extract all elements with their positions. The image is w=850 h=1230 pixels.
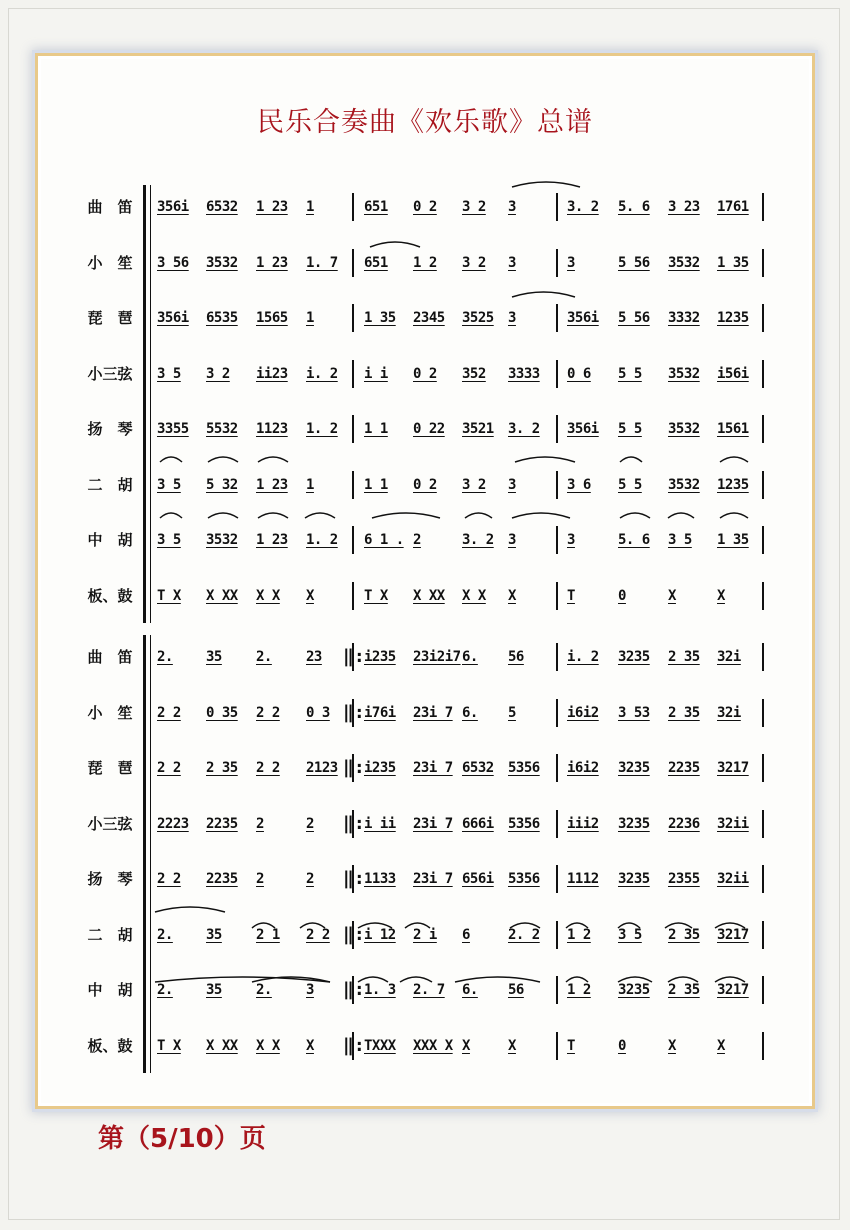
- note-group: 2 35: [668, 704, 700, 721]
- system-bracket: [143, 185, 151, 623]
- note-group: 1 2: [567, 982, 591, 998]
- note-group: 0 22: [413, 421, 445, 437]
- note-group: 2 1: [256, 926, 280, 943]
- bar-line: [556, 415, 558, 443]
- note-group: 1. 2: [306, 532, 338, 548]
- note-group: 0 3: [306, 704, 330, 721]
- bar-line: [556, 526, 558, 554]
- note-group: 3235: [618, 815, 650, 832]
- note-group: 2 35: [668, 649, 700, 665]
- note-group: 5356: [508, 871, 540, 887]
- note-group: 1. 2: [306, 421, 338, 437]
- note-group: 3 2: [462, 199, 486, 215]
- note-group: i. 2: [306, 365, 338, 382]
- note-group: 6532: [462, 760, 494, 776]
- note-group: X X: [462, 587, 486, 604]
- note-group: 3235: [618, 649, 650, 665]
- note-group: 5: [508, 704, 516, 721]
- note-group: 2.: [256, 649, 272, 665]
- note-group: 1 23: [256, 199, 288, 215]
- note-group: 2 35: [206, 760, 238, 776]
- bar-line: [556, 1032, 558, 1060]
- note-group: 5 32: [206, 476, 238, 493]
- note-group: X XX: [206, 1037, 238, 1054]
- repeat-sign: ‖:: [343, 646, 365, 667]
- note-group: 35: [206, 649, 222, 665]
- instrument-label: 曲 笛: [87, 198, 133, 216]
- page-number: 第（5/10）页: [98, 1124, 266, 1154]
- note-group: 6.: [462, 704, 478, 721]
- instrument-label: 中 胡: [87, 531, 133, 549]
- bar-line: [352, 249, 354, 277]
- note-group: 1. 7: [306, 254, 338, 271]
- note-group: 1235: [717, 476, 749, 493]
- repeat-sign: ‖:: [343, 701, 365, 723]
- note-group: 651: [364, 254, 388, 271]
- note-group: 656i: [462, 871, 494, 887]
- note-group: 2 35: [668, 926, 700, 943]
- instrument-label: 板、鼓: [87, 1036, 133, 1055]
- bar-line: [762, 471, 764, 499]
- instrument-label: 琵 琶: [87, 309, 133, 327]
- note-group: 651: [364, 199, 388, 215]
- instrument-label: 小 笙: [87, 253, 133, 272]
- system-bracket: [143, 635, 151, 1073]
- note-group: 2 2: [256, 704, 280, 721]
- note-group: 2123: [306, 760, 338, 776]
- note-group: 3: [508, 476, 516, 493]
- note-group: 3532: [668, 254, 700, 271]
- note-group: 23i 7: [413, 871, 453, 887]
- note-group: 2. 7: [413, 982, 445, 998]
- note-group: 32i: [717, 649, 741, 665]
- note-group: 352: [462, 365, 486, 382]
- note-group: 2: [413, 532, 421, 548]
- note-group: 2: [306, 871, 314, 887]
- note-group: 2: [256, 871, 264, 887]
- note-group: 1 1: [364, 476, 388, 493]
- note-group: 3532: [206, 532, 238, 548]
- note-group: i76i: [364, 704, 396, 721]
- note-group: X: [717, 1037, 725, 1054]
- note-group: 3 2: [462, 476, 486, 493]
- note-group: 1761: [717, 199, 749, 215]
- note-group: i6i2: [567, 704, 599, 721]
- note-group: 3 23: [668, 199, 700, 215]
- note-group: 3 5: [618, 926, 642, 943]
- note-group: 2 2: [157, 871, 181, 887]
- bar-line: [556, 249, 558, 277]
- note-group: i56i: [717, 365, 749, 382]
- bar-line: [352, 582, 354, 610]
- note-group: T: [567, 587, 575, 604]
- note-group: 2 2: [157, 704, 181, 721]
- note-group: 5 56: [618, 310, 650, 326]
- note-group: 666i: [462, 815, 494, 832]
- note-group: 3525: [462, 310, 494, 326]
- note-group: 5 56: [618, 254, 650, 271]
- note-group: 0: [618, 1037, 626, 1054]
- note-group: 1133: [364, 871, 396, 887]
- note-group: 3: [508, 199, 516, 215]
- note-group: X: [508, 587, 516, 604]
- note-group: 1 2: [567, 926, 591, 943]
- note-group: 23i 7: [413, 760, 453, 776]
- bar-line: [762, 360, 764, 388]
- note-group: 3. 2: [462, 532, 494, 548]
- note-group: 3 5: [668, 532, 692, 548]
- note-group: 3. 2: [508, 421, 540, 437]
- note-group: 6532: [206, 199, 238, 215]
- instrument-label: 琵 琶: [87, 759, 133, 777]
- note-group: 0 2: [413, 365, 437, 382]
- bar-line: [556, 471, 558, 499]
- repeat-sign: ‖:: [343, 923, 365, 945]
- note-group: 3 2: [206, 365, 230, 382]
- bar-line: [352, 526, 354, 554]
- note-group: 3333: [508, 365, 540, 382]
- note-group: TXXX: [364, 1037, 396, 1054]
- bar-line: [352, 193, 354, 221]
- note-group: 1 2: [413, 254, 437, 271]
- note-group: 1 1: [364, 421, 388, 437]
- note-group: 3217: [717, 926, 749, 943]
- note-group: 3: [508, 532, 516, 548]
- note-group: 2 i: [413, 926, 437, 943]
- note-group: X: [306, 1037, 314, 1054]
- note-group: 2. 2: [508, 926, 540, 943]
- bar-line: [352, 471, 354, 499]
- bar-line: [762, 865, 764, 893]
- note-group: 6: [462, 926, 470, 943]
- instrument-label: 曲 笛: [87, 648, 133, 666]
- note-group: 3: [508, 310, 516, 326]
- note-group: 1 23: [256, 254, 288, 271]
- bar-line: [762, 193, 764, 221]
- instrument-label: 小三弦: [87, 364, 133, 383]
- instrument-label: 二 胡: [87, 475, 133, 494]
- bar-line: [762, 582, 764, 610]
- note-group: 356i: [567, 421, 599, 437]
- note-group: 1235: [717, 310, 749, 326]
- note-group: iii2: [567, 815, 599, 832]
- note-group: 2235: [206, 871, 238, 887]
- bar-line: [556, 976, 558, 1004]
- note-group: 3235: [618, 871, 650, 887]
- note-group: 3532: [206, 254, 238, 271]
- note-group: 1112: [567, 871, 599, 887]
- instrument-label: 小 笙: [87, 703, 133, 722]
- repeat-sign: ‖:: [343, 979, 365, 1000]
- bar-line: [762, 1032, 764, 1060]
- note-group: 3235: [618, 760, 650, 776]
- bar-line: [352, 415, 354, 443]
- bar-line: [352, 304, 354, 332]
- bar-line: [762, 921, 764, 949]
- note-group: 0: [618, 587, 626, 604]
- note-group: 5 5: [618, 476, 642, 493]
- note-group: 2 2: [306, 926, 330, 943]
- note-group: 2.: [256, 982, 272, 998]
- repeat-sign: ‖:: [343, 812, 365, 834]
- note-group: XXX X: [413, 1037, 453, 1054]
- note-group: 2345: [413, 310, 445, 326]
- note-group: X: [508, 1037, 516, 1054]
- note-group: 6535: [206, 310, 238, 326]
- note-group: X: [668, 587, 676, 604]
- note-group: 3: [567, 532, 575, 548]
- note-group: 1 23: [256, 532, 288, 548]
- bar-line: [762, 249, 764, 277]
- bar-line: [762, 643, 764, 671]
- note-group: 2.: [157, 926, 173, 943]
- note-group: X XX: [206, 587, 238, 604]
- bar-line: [762, 976, 764, 1004]
- note-group: 2223: [157, 815, 189, 832]
- note-group: 5. 6: [618, 532, 650, 548]
- bar-line: [556, 582, 558, 610]
- note-group: 1 35: [717, 254, 749, 271]
- note-group: T X: [157, 587, 181, 604]
- note-group: X: [306, 587, 314, 604]
- note-group: X X: [256, 587, 280, 604]
- note-group: i i: [364, 365, 388, 382]
- note-group: X: [717, 587, 725, 604]
- note-group: 5532: [206, 421, 238, 437]
- note-group: 3521: [462, 421, 494, 437]
- bar-line: [556, 193, 558, 221]
- note-group: 3 56: [157, 254, 189, 271]
- note-group: 3532: [668, 365, 700, 382]
- note-group: i6i2: [567, 760, 599, 776]
- note-group: T: [567, 1037, 575, 1054]
- note-group: 2 2: [157, 760, 181, 776]
- note-group: X X: [256, 1037, 280, 1054]
- bar-line: [556, 304, 558, 332]
- note-group: 3217: [717, 982, 749, 998]
- note-group: 3355: [157, 421, 189, 437]
- note-group: T X: [157, 1037, 181, 1054]
- note-group: 23i 7: [413, 815, 453, 832]
- bar-line: [762, 304, 764, 332]
- score-title: 民乐合奏曲《欢乐歌》总谱: [257, 107, 593, 138]
- note-group: 2355: [668, 871, 700, 887]
- note-group: 1: [306, 199, 314, 215]
- note-group: X: [668, 1037, 676, 1054]
- note-group: 6 1 .: [364, 532, 404, 548]
- note-group: 0 35: [206, 704, 238, 721]
- note-group: i. 2: [567, 649, 599, 665]
- bar-line: [352, 360, 354, 388]
- note-group: 3 53: [618, 704, 650, 721]
- note-group: i 12: [364, 926, 396, 943]
- note-group: i235: [364, 649, 396, 665]
- note-group: 3: [508, 254, 516, 271]
- note-group: 1. 3: [364, 982, 396, 998]
- note-group: 1 35: [364, 310, 396, 326]
- repeat-sign: ‖:: [343, 757, 365, 778]
- note-group: 2.: [157, 982, 173, 998]
- note-group: 2235: [206, 815, 238, 832]
- note-group: 3 6: [567, 476, 591, 493]
- note-group: 3: [567, 254, 575, 271]
- note-group: 2236: [668, 815, 700, 832]
- note-group: 3217: [717, 760, 749, 776]
- note-group: 23i 7: [413, 704, 453, 721]
- bar-line: [762, 810, 764, 838]
- note-group: 3: [306, 982, 314, 998]
- repeat-sign: ‖:: [343, 1034, 365, 1056]
- note-group: 32ii: [717, 815, 749, 832]
- note-group: 32ii: [717, 871, 749, 887]
- note-group: 1123: [256, 421, 288, 437]
- bar-line: [556, 865, 558, 893]
- note-group: 3 5: [157, 476, 181, 493]
- note-group: 5 5: [618, 365, 642, 382]
- note-group: 2: [256, 815, 264, 832]
- note-group: 1565: [256, 310, 288, 326]
- note-group: 1: [306, 310, 314, 326]
- bar-line: [556, 921, 558, 949]
- note-group: 1 23: [256, 476, 288, 493]
- bar-line: [762, 754, 764, 782]
- bar-line: [762, 699, 764, 727]
- note-group: 23: [306, 649, 322, 665]
- instrument-label: 中 胡: [87, 981, 133, 999]
- note-group: 1: [306, 476, 314, 493]
- note-group: X XX: [413, 587, 445, 604]
- instrument-label: 二 胡: [87, 925, 133, 944]
- note-group: X: [462, 1037, 470, 1054]
- note-group: 3235: [618, 982, 650, 998]
- note-group: T X: [364, 587, 388, 604]
- note-group: 3332: [668, 310, 700, 326]
- bar-line: [556, 360, 558, 388]
- bar-line: [556, 754, 558, 782]
- note-group: 2 35: [668, 982, 700, 998]
- note-group: 3. 2: [567, 199, 599, 215]
- note-group: 0 6: [567, 365, 591, 382]
- note-group: 5. 6: [618, 199, 650, 215]
- note-group: 1 35: [717, 532, 749, 548]
- note-group: ii23: [256, 365, 288, 382]
- note-group: 56: [508, 649, 524, 665]
- bar-line: [762, 415, 764, 443]
- note-group: 3532: [668, 476, 700, 493]
- note-group: 23i2i7: [413, 649, 461, 665]
- note-group: 35: [206, 926, 222, 943]
- note-group: 3532: [668, 421, 700, 437]
- instrument-label: 扬 琴: [87, 420, 133, 438]
- note-group: 2235: [668, 760, 700, 776]
- note-group: i ii: [364, 815, 396, 832]
- instrument-label: 扬 琴: [87, 870, 133, 888]
- note-group: 5356: [508, 815, 540, 832]
- note-group: 356i: [567, 310, 599, 326]
- note-group: 35: [206, 982, 222, 998]
- note-group: 356i: [157, 310, 189, 326]
- note-group: 356i: [157, 199, 189, 215]
- note-group: 2 2: [256, 760, 280, 776]
- note-group: 32i: [717, 704, 741, 721]
- note-group: 6.: [462, 649, 478, 665]
- note-group: 2: [306, 815, 314, 832]
- note-group: i235: [364, 760, 396, 776]
- note-group: 3 5: [157, 532, 181, 548]
- instrument-label: 板、鼓: [87, 586, 133, 605]
- note-group: 2.: [157, 649, 173, 665]
- note-group: 5356: [508, 760, 540, 776]
- note-group: 3 2: [462, 254, 486, 271]
- note-group: 6.: [462, 982, 478, 998]
- note-group: 0 2: [413, 476, 437, 493]
- instrument-label: 小三弦: [87, 814, 133, 833]
- repeat-sign: ‖:: [343, 868, 365, 889]
- note-group: 1561: [717, 421, 749, 437]
- note-group: 5 5: [618, 421, 642, 437]
- bar-line: [556, 810, 558, 838]
- note-group: 0 2: [413, 199, 437, 215]
- bar-line: [762, 526, 764, 554]
- bar-line: [556, 699, 558, 727]
- note-group: 56: [508, 982, 524, 998]
- bar-line: [556, 643, 558, 671]
- note-group: 3 5: [157, 365, 181, 382]
